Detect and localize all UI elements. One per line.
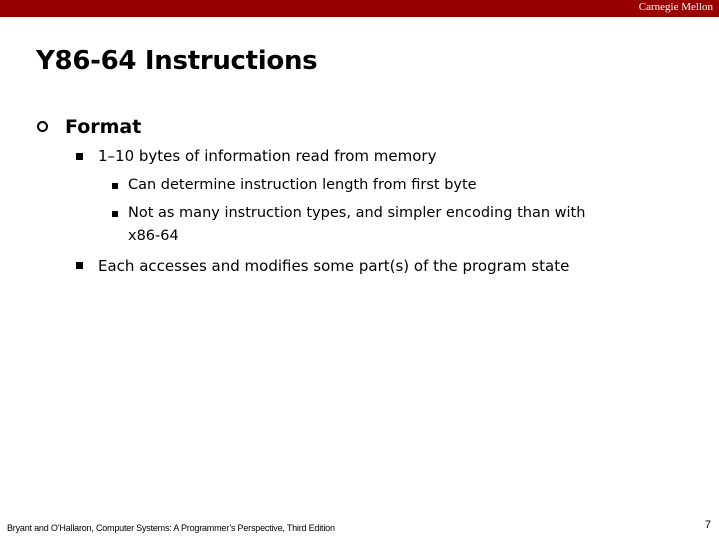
brand-label: Carnegie Mellon bbox=[638, 1, 713, 13]
square-bullet-icon bbox=[76, 153, 83, 160]
bullet-item-text: Each accesses and modifies some part(s) of the program state bbox=[98, 257, 570, 275]
sub-bullet-item-text: Can determine instruction length from first byte bbox=[128, 177, 477, 193]
sub-bullet-item-text-continued: x86-64 bbox=[128, 228, 179, 244]
footer-credit: Bryant and O’Hallaron, Computer Systems: A Programmer’s Perspective, Third Edition bbox=[7, 523, 335, 533]
slide-title: Y86-64 Instructions bbox=[36, 46, 318, 76]
square-bullet-icon bbox=[76, 262, 83, 269]
header-bar bbox=[0, 0, 719, 17]
bullet-format-label: Format bbox=[65, 116, 142, 138]
page-number: 7 bbox=[704, 519, 711, 531]
sub-bullet-item-text: Not as many instruction types, and simpler encoding than with bbox=[128, 205, 586, 221]
square-bullet-icon bbox=[112, 183, 118, 189]
square-bullet-icon bbox=[112, 211, 118, 217]
bullet-item-text: 1–10 bytes of information read from memory bbox=[98, 147, 437, 165]
hollow-circle-bullet-icon bbox=[37, 121, 48, 132]
